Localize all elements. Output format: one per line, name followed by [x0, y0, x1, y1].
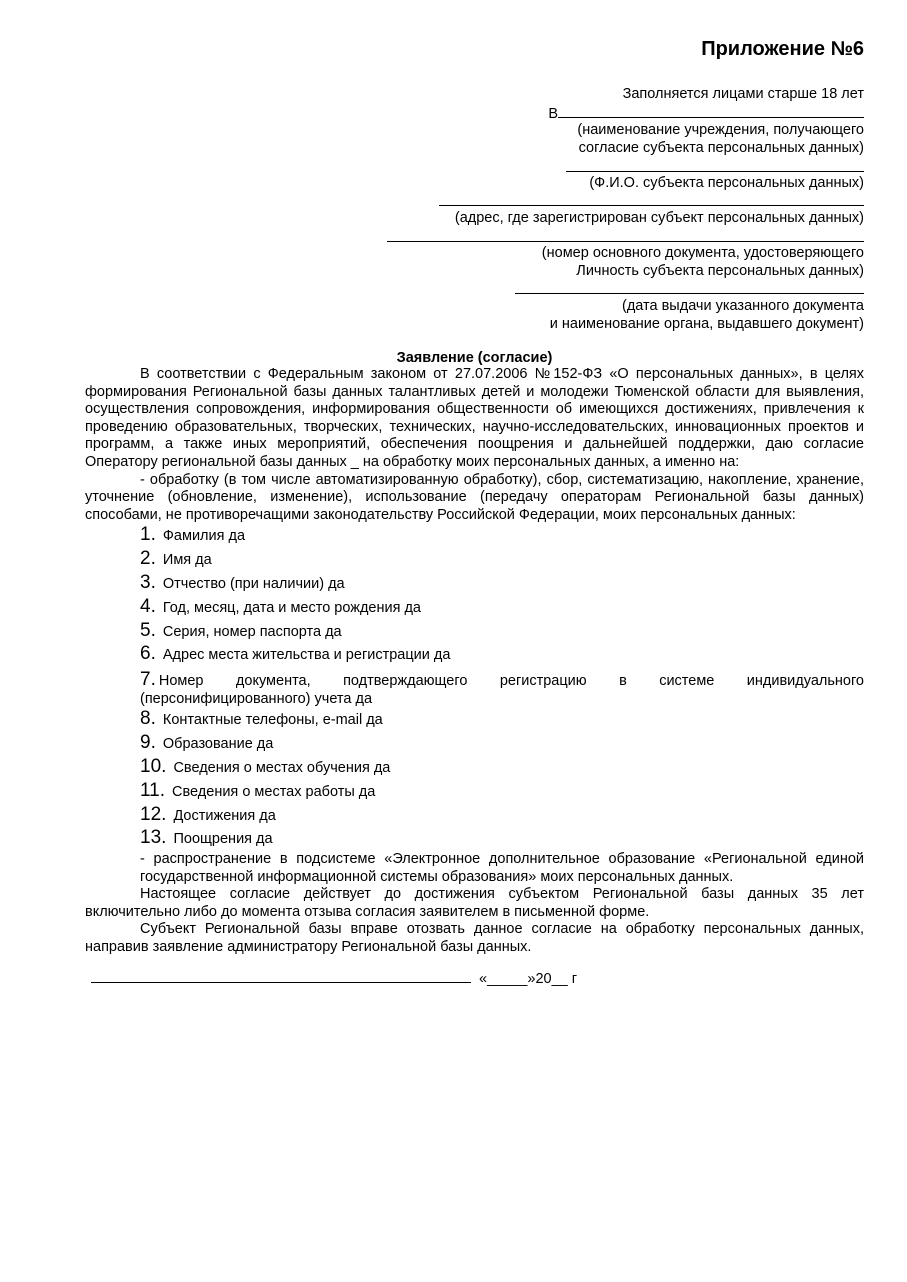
- list-item-text: Номер документа, подтверждающего регистрацию в системе индивидуального (персонифицированного) учета да: [140, 673, 864, 707]
- distribution-paragraph: - распространение в подсистеме «Электронное дополнительное образование «Региональной единой государственной информационной системы образования» моих персональных данных.: [140, 851, 864, 885]
- list-item-text: Год, месяц, дата и место рождения да: [162, 599, 421, 616]
- processing-paragraph: - обработку (в том числе автоматизированную обработку), сбор, систематизацию, накопление, хранение, уточнение (обновление, изменение), использование (передачу операторам Региональной базы данных) способами, не противоречащими законодательству Российской Федерации, моих персональных данных:: [85, 471, 864, 523]
- document-number-line: [387, 241, 864, 242]
- list-item-number: 3.: [140, 571, 156, 593]
- list-item-number: 10.: [140, 755, 167, 777]
- list-item-text: Имя да: [162, 552, 212, 569]
- signature-row: [85, 968, 864, 987]
- institution-caption-2: согласие субъекта персональных данных): [578, 140, 864, 156]
- address-caption: (адрес, где зарегистрирован субъект персональных данных): [454, 210, 864, 226]
- document-caption-2: Личность субъекта персональных данных): [576, 263, 864, 279]
- list-item-text: Достижения да: [173, 807, 276, 824]
- list-item: [85, 596, 864, 620]
- list-item-number: 8.: [140, 708, 156, 730]
- list-item-number: 13.: [140, 827, 167, 849]
- fio-line: [566, 171, 864, 172]
- list-item: [85, 780, 864, 804]
- appendix-title: Приложение №6: [701, 38, 864, 60]
- list-item-number: 4.: [140, 595, 156, 617]
- institution-caption-1: (наименование учреждения, получающего: [577, 122, 864, 138]
- list-item-number: 5.: [140, 619, 156, 641]
- fill-note: Заполняется лицами старше 18 лет: [622, 86, 864, 102]
- intro-paragraph: В соответствии с Федеральным законом от 27.07.2006 №152-ФЗ «О персональных данных», в целях формирования Региональной базы данных талантливых детей и молодежи Тюменской области для выявления, осуществления сопровождения, информирования общественности об имеющихся достижениях, привлечения к проведению образовательных, творческих, технических, научно-исследовательских, инновационных проектов и программ, а также иных мероприятий, обеспечения поощрения и дальнейшей поддержки, даю согласие Оператору региональной базы данных _ на обработку моих персональных данных, а именно на:: [85, 366, 864, 470]
- issue-line: [515, 293, 864, 294]
- list-item-number: 6.: [140, 643, 156, 665]
- list-item-text: Сведения о местах работы да: [172, 783, 376, 800]
- revocation-paragraph: Субъект Региональной базы вправе отозвать данное согласие на обработку персональных данных, направив заявление администратору Региональной базы данных.: [85, 921, 864, 956]
- list-item: [85, 548, 864, 572]
- statement-title: Заявление (согласие): [396, 350, 553, 366]
- document-caption-1: (номер основного документа, удостоверяющего: [541, 245, 864, 261]
- list-item-number: 12.: [140, 803, 167, 825]
- list-item: [85, 643, 864, 667]
- list-item: [85, 804, 864, 828]
- list-item: [85, 620, 864, 644]
- list-item-number: 1.: [140, 524, 156, 546]
- signature-line: [91, 968, 471, 983]
- list-item-text: Поощрения да: [173, 831, 273, 848]
- list-item-text: Отчество (при наличии) да: [162, 575, 345, 592]
- list-item: [85, 572, 864, 596]
- list-item-text: Адрес места жительства и регистрации да: [162, 647, 451, 664]
- list-item-number: 11.: [140, 779, 166, 801]
- list-item-text: Серия, номер паспорта да: [162, 623, 342, 640]
- personal-data-list: [85, 524, 864, 851]
- list-item: [85, 827, 864, 851]
- list-item: [85, 708, 864, 732]
- list-item-number: 7.: [140, 669, 156, 691]
- list-item-text: Фамилия да: [162, 528, 246, 545]
- list-item-text: Сведения о местах обучения да: [173, 759, 391, 776]
- signature-date: «_____»20__ г: [479, 971, 578, 987]
- issue-caption-1: (дата выдачи указанного документа: [622, 298, 864, 314]
- validity-paragraph: Настоящее согласие действует до достижения субъектом Региональной базы данных 35 лет включительно либо до момента отзыва согласия заявителем в письменной форме.: [85, 886, 864, 920]
- list-item: [85, 732, 864, 756]
- list-item-number: 2.: [140, 548, 156, 570]
- list-item: [85, 756, 864, 780]
- recipient-prefix: В: [548, 106, 558, 122]
- address-line: [439, 205, 864, 206]
- list-item: [85, 667, 864, 708]
- recipient-line: [548, 103, 864, 123]
- issue-caption-2: и наименование органа, выдавшего документ): [549, 316, 864, 332]
- list-item-number: 9.: [140, 732, 156, 754]
- list-item: [85, 524, 864, 548]
- list-item-text: Контактные телефоны, e-mail да: [162, 712, 383, 729]
- fio-caption: (Ф.И.О. субъекта персональных данных): [589, 175, 864, 191]
- list-item-text: Образование да: [162, 736, 274, 753]
- statement-body: [85, 366, 864, 957]
